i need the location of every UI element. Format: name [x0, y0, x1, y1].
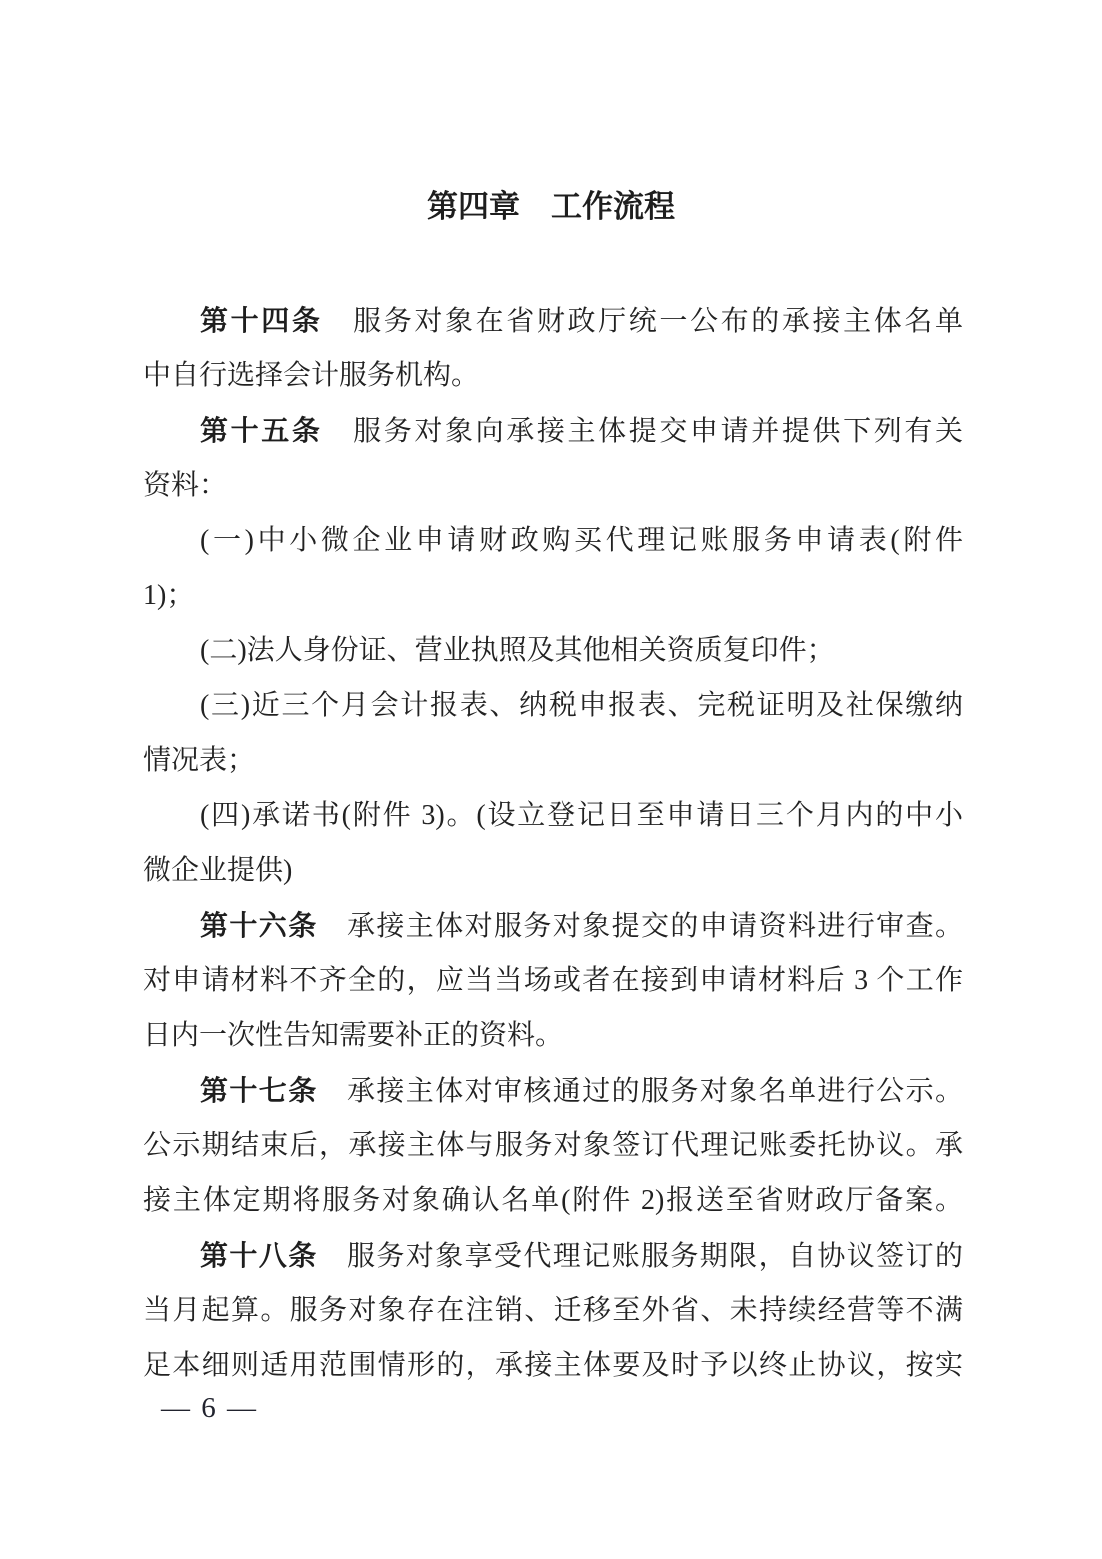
- text-line: 当月起算。服务对象存在注销、迁移至外省、未持续经营等不满: [143, 1295, 963, 1326]
- text-line: 第十七条 承接主体对审核通过的服务对象名单进行公示。: [200, 1075, 963, 1107]
- text-line: 中自行选择会计服务机构。: [143, 360, 480, 391]
- chapter-heading: 第四章 工作流程: [427, 189, 675, 224]
- document-body: [143, 293, 963, 1393]
- text-line: (一)中小微企业申请财政购买代理记账服务申请表(附件: [200, 525, 963, 556]
- article-number: 第十六条: [200, 910, 347, 941]
- text-line: 资料：: [143, 470, 228, 501]
- text-line: 情况表；: [143, 745, 256, 776]
- text-line: 微企业提供): [143, 855, 293, 886]
- text-line: 对申请材料不齐全的，应当当场或者在接到申请材料后 3 个工作: [143, 965, 963, 996]
- text-line: 第十四条 服务对象在省财政厅统一公布的承接主体名单: [200, 305, 963, 337]
- text-line: 日内一次性告知需要补正的资料。: [143, 1020, 564, 1051]
- text-line: 第十五条 服务对象向承接主体提交申请并提供下列有关: [200, 415, 963, 447]
- text-line: 1)；: [143, 580, 195, 611]
- text-line: (三)近三个月会计报表、纳税申报表、完税证明及社保缴纳: [200, 690, 963, 721]
- article-number: 第十七条: [200, 1075, 347, 1106]
- text-line: 第十八条 服务对象享受代理记账服务期限，自协议签订的: [200, 1240, 963, 1272]
- text-line: 公示期结束后，承接主体与服务对象签订代理记账委托协议。承: [143, 1130, 963, 1161]
- article-number: 第十八条: [200, 1240, 347, 1271]
- text-line: 足本细则适用范围情形的，承接主体要及时予以终止协议，按实: [143, 1350, 963, 1381]
- text-line: (二)法人身份证、营业执照及其他相关资质复印件；: [200, 635, 835, 666]
- text-line: (四)承诺书(附件 3)。(设立登记日至申请日三个月内的中小: [200, 800, 963, 831]
- article-number: 第十五条: [200, 415, 354, 446]
- page-number: — 6 —: [161, 1392, 258, 1424]
- text-line: 第十六条 承接主体对服务对象提交的申请资料进行审查。: [200, 910, 963, 942]
- article-number: 第十四条: [200, 305, 354, 336]
- text-line: 接主体定期将服务对象确认名单(附件 2)报送至省财政厅备案。: [143, 1185, 963, 1216]
